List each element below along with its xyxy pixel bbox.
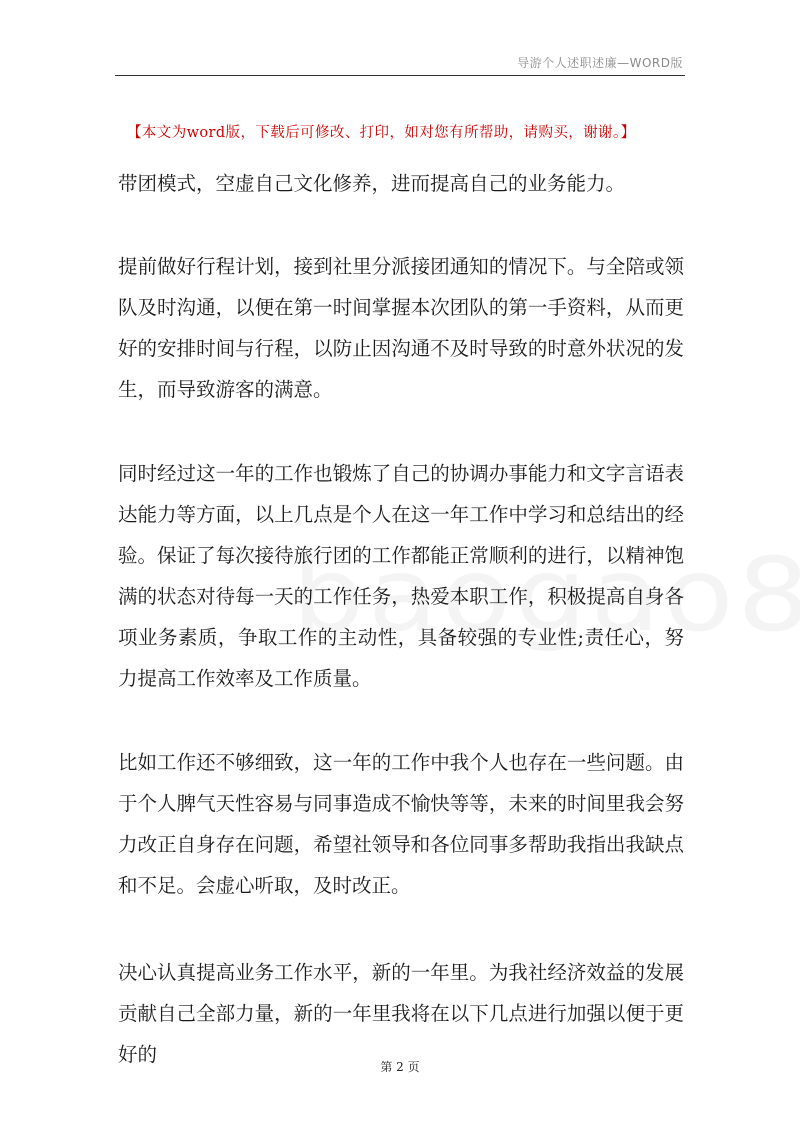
document-header-title: 导游个人述职述廉—WORD版 — [517, 56, 683, 70]
paragraph-5: 决心认真提高业务工作水平，新的一年里。为我社经济效益的发展贡献自己全部力量，新的一年里我将在以下几点进行加强以便于更好的 — [118, 961, 684, 1066]
paragraph-3: 同时经过这一年的工作也锻炼了自己的协调办事能力和文字言语表达能力等方面，以上几点是个人在这一年工作中学习和总结出的经验。保证了每次接待旅行团的工作都能正常顺利的进行，以精神饱满的状态对待每一天的工作任务，热爱本职工作，积极提高自身各项业务素质，争取工作的主动性，具备较强的专业性;责任心，努力提高工作效率及工作质量。 — [118, 462, 684, 690]
download-notice: 【本文为word版，下载后可修改、打印，如对您有所帮助，请购买，谢谢。】 — [127, 125, 636, 141]
header-divider — [115, 75, 685, 76]
paragraph-1: 带团模式，空虚自己文化修养，进而提高自己的业务能力。 — [118, 172, 626, 195]
paragraph-2: 提前做好行程计划，接到社里分派接团通知的情况下。与全陪或领队及时沟通，以便在第一时间掌握本次团队的第一手资料，从而更好的安排时间与行程，以防止因沟通不及时导致的时意外状况的发生，而导致游客的满意。 — [118, 255, 684, 401]
paragraph-4: 比如工作还不够细致，这一年的工作中我个人也存在一些问题。由于个人脾气天性容易与同事造成不愉快等等，未来的时间里我会努力改正自身存在问题，希望社领导和各位同事多帮助我指出我缺点和不足。会虚心听取，及时改正。 — [118, 751, 684, 897]
page-number: 第 2 页 — [380, 1060, 420, 1074]
